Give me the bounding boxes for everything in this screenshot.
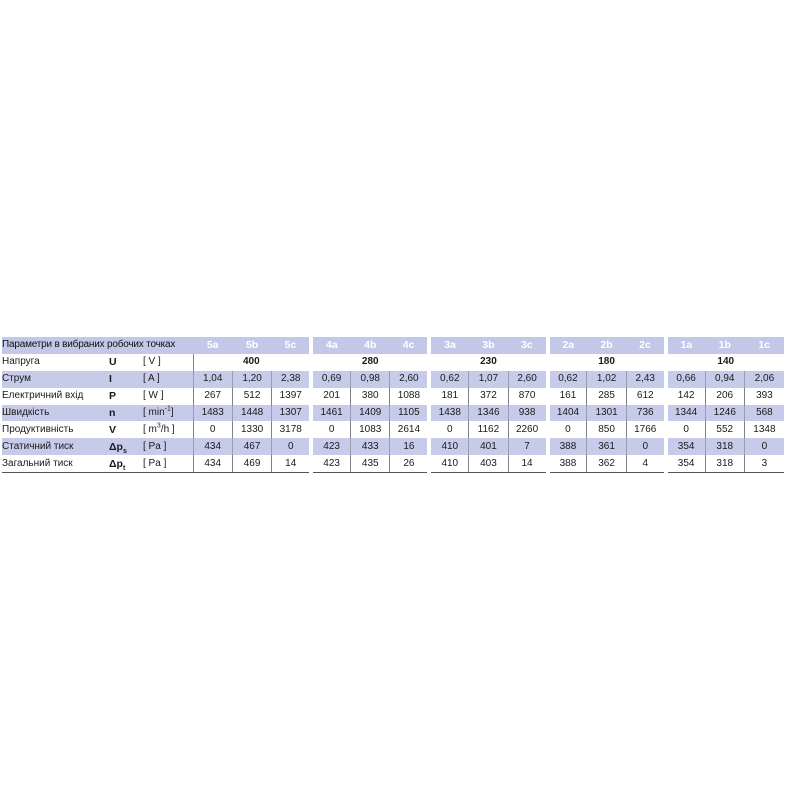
value-cell: 2,60 <box>390 371 429 388</box>
value-cell: 3178 <box>272 421 311 438</box>
value-cell: 401 <box>469 438 508 455</box>
value-cell: 362 <box>587 455 626 472</box>
table-row <box>2 388 784 405</box>
col-header: 4a <box>311 337 350 354</box>
value-cell: 3 <box>744 455 783 472</box>
row-symbol: V <box>109 421 143 438</box>
value-cell: 16 <box>390 438 429 455</box>
value-cell: 2,06 <box>744 371 783 388</box>
voltage-value: 280 <box>311 354 429 371</box>
row-symbol-base: Δp <box>109 440 123 453</box>
col-header: 5b <box>232 337 271 354</box>
value-cell: 2,38 <box>272 371 311 388</box>
value-cell: 0 <box>193 421 232 438</box>
value-cell: 1344 <box>666 405 705 422</box>
col-header: 2c <box>626 337 665 354</box>
value-cell: 0,66 <box>666 371 705 388</box>
value-cell: 1,02 <box>587 371 626 388</box>
voltage-row <box>2 354 784 371</box>
row-symbol: n <box>109 405 143 422</box>
row-name: Статичний тиск <box>2 438 109 455</box>
value-cell: 435 <box>351 455 390 472</box>
value-cell: 1246 <box>705 405 744 422</box>
col-header: 1a <box>666 337 705 354</box>
voltage-value: 400 <box>193 354 311 371</box>
value-cell: 0 <box>666 421 705 438</box>
value-cell: 2,43 <box>626 371 665 388</box>
value-cell: 612 <box>626 388 665 405</box>
row-unit: [ Pa ] <box>143 455 193 472</box>
value-cell: 467 <box>232 438 271 455</box>
row-symbol: U <box>109 354 143 371</box>
value-cell: 736 <box>626 405 665 422</box>
value-cell: 26 <box>390 455 429 472</box>
row-unit: [ W ] <box>143 388 193 405</box>
value-cell: 1162 <box>469 421 508 438</box>
value-cell: 1330 <box>232 421 271 438</box>
value-cell: 0,62 <box>548 371 587 388</box>
value-cell: 318 <box>705 455 744 472</box>
value-cell: 372 <box>469 388 508 405</box>
value-cell: 850 <box>587 421 626 438</box>
value-cell: 0,69 <box>311 371 350 388</box>
value-cell: 423 <box>311 455 350 472</box>
value-cell: 403 <box>469 455 508 472</box>
value-cell: 1448 <box>232 405 271 422</box>
table-row <box>2 438 784 455</box>
value-cell: 267 <box>193 388 232 405</box>
col-header: 5a <box>193 337 232 354</box>
value-cell: 1307 <box>272 405 311 422</box>
row-unit: [ A ] <box>143 371 193 388</box>
value-cell: 1,07 <box>469 371 508 388</box>
value-cell: 354 <box>666 438 705 455</box>
value-cell: 318 <box>705 438 744 455</box>
value-cell: 7 <box>508 438 547 455</box>
value-cell: 423 <box>311 438 350 455</box>
parameters-table <box>2 337 784 473</box>
col-header: 4b <box>351 337 390 354</box>
col-header: 3c <box>508 337 547 354</box>
row-unit-part: [ m <box>143 423 157 435</box>
row-symbol-sub: t <box>122 464 126 472</box>
col-header: 4c <box>390 337 429 354</box>
col-header: 3b <box>469 337 508 354</box>
value-cell: 1483 <box>193 405 232 422</box>
value-cell: 380 <box>351 388 390 405</box>
value-cell: 0,62 <box>429 371 468 388</box>
value-cell: 354 <box>666 455 705 472</box>
value-cell: 0 <box>548 421 587 438</box>
value-cell: 2614 <box>390 421 429 438</box>
row-unit-part: [ min <box>143 407 165 418</box>
voltage-value: 140 <box>666 354 784 371</box>
value-cell: 206 <box>705 388 744 405</box>
value-cell: 2260 <box>508 421 547 438</box>
value-cell: 0 <box>429 421 468 438</box>
value-cell: 388 <box>548 438 587 455</box>
value-cell: 1105 <box>390 405 429 422</box>
voltage-value: 180 <box>548 354 666 371</box>
row-symbol-sub: s <box>122 447 127 455</box>
table-title: Параметри в вибраних робочих точках <box>2 337 193 354</box>
value-cell: 552 <box>705 421 744 438</box>
value-cell: 1461 <box>311 405 350 422</box>
col-header: 3a <box>429 337 468 354</box>
row-unit-part: -1 <box>164 405 171 413</box>
row-symbol: I <box>109 371 143 388</box>
value-cell: 434 <box>193 438 232 455</box>
value-cell: 0 <box>272 438 311 455</box>
value-cell: 0 <box>311 421 350 438</box>
value-cell: 0,98 <box>351 371 390 388</box>
row-symbol <box>109 455 143 472</box>
value-cell: 1,04 <box>193 371 232 388</box>
value-cell: 14 <box>508 455 547 472</box>
col-header: 1b <box>705 337 744 354</box>
value-cell: 161 <box>548 388 587 405</box>
table-row <box>2 421 784 438</box>
value-cell: 938 <box>508 405 547 422</box>
value-cell: 1766 <box>626 421 665 438</box>
value-cell: 14 <box>272 455 311 472</box>
value-cell: 181 <box>429 388 468 405</box>
value-cell: 388 <box>548 455 587 472</box>
value-cell: 512 <box>232 388 271 405</box>
value-cell: 410 <box>429 455 468 472</box>
voltage-value: 230 <box>429 354 547 371</box>
header-row <box>2 337 784 354</box>
value-cell: 568 <box>744 405 783 422</box>
row-name: Напруга <box>2 354 109 371</box>
value-cell: 4 <box>626 455 665 472</box>
row-name: Струм <box>2 371 109 388</box>
row-unit: [ V ] <box>143 354 193 371</box>
value-cell: 1346 <box>469 405 508 422</box>
value-cell: 870 <box>508 388 547 405</box>
value-cell: 1438 <box>429 405 468 422</box>
value-cell: 1397 <box>272 388 311 405</box>
row-name: Загальний тиск <box>2 455 109 472</box>
row-unit: [ Pa ] <box>143 438 193 455</box>
value-cell: 2,60 <box>508 371 547 388</box>
row-symbol-base: Δp <box>109 457 123 470</box>
value-cell: 1409 <box>351 405 390 422</box>
value-cell: 142 <box>666 388 705 405</box>
value-cell: 0 <box>744 438 783 455</box>
value-cell: 410 <box>429 438 468 455</box>
row-unit-part: /h ] <box>160 423 175 435</box>
row-name: Електричний вхід <box>2 388 109 405</box>
col-header: 2b <box>587 337 626 354</box>
value-cell: 0 <box>626 438 665 455</box>
value-cell: 1301 <box>587 405 626 422</box>
value-cell: 469 <box>232 455 271 472</box>
value-cell: 393 <box>744 388 783 405</box>
row-symbol <box>109 438 143 455</box>
row-unit <box>143 421 193 438</box>
table-row <box>2 405 784 422</box>
value-cell: 434 <box>193 455 232 472</box>
value-cell: 361 <box>587 438 626 455</box>
value-cell: 433 <box>351 438 390 455</box>
row-name: Швидкість <box>2 405 109 422</box>
value-cell: 1083 <box>351 421 390 438</box>
col-header: 5c <box>272 337 311 354</box>
value-cell: 285 <box>587 388 626 405</box>
row-unit <box>143 405 193 422</box>
table-row <box>2 371 784 388</box>
value-cell: 1404 <box>548 405 587 422</box>
row-name: Продуктивність <box>2 421 109 438</box>
table-row <box>2 455 784 472</box>
row-unit-part: ] <box>170 407 174 418</box>
row-unit-part: 3 <box>156 422 161 430</box>
row-symbol: P <box>109 388 143 405</box>
value-cell: 201 <box>311 388 350 405</box>
col-header: 2a <box>548 337 587 354</box>
value-cell: 1088 <box>390 388 429 405</box>
value-cell: 1348 <box>744 421 783 438</box>
col-header: 1c <box>744 337 783 354</box>
value-cell: 0,94 <box>705 371 744 388</box>
value-cell: 1,20 <box>232 371 271 388</box>
